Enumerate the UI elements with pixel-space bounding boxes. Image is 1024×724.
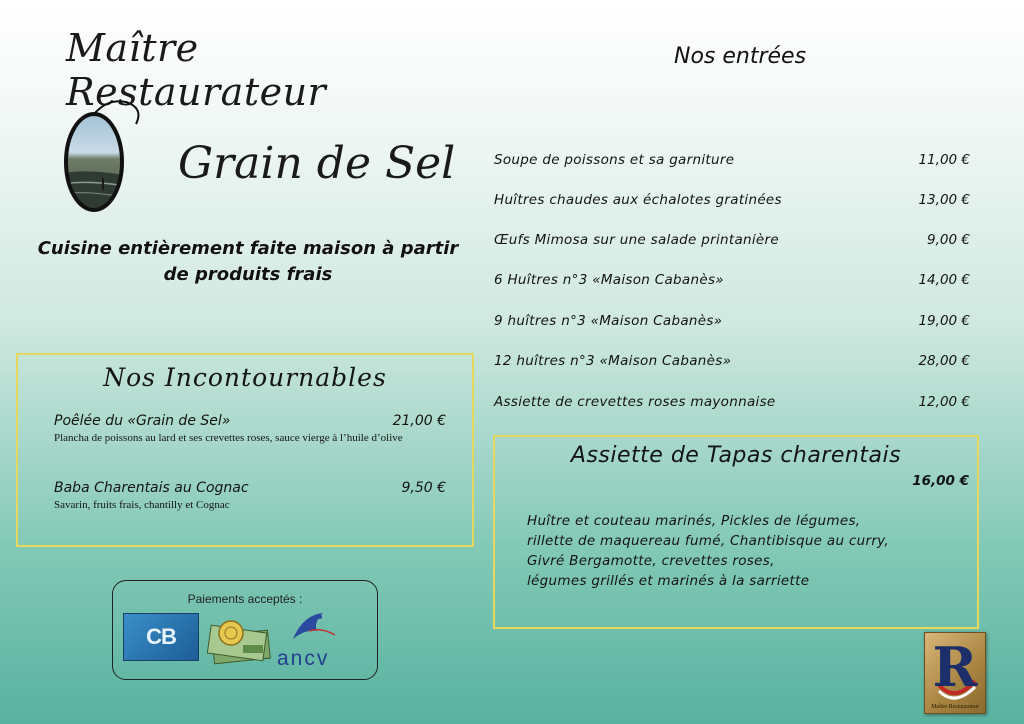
entree-row [494, 272, 970, 292]
ancv-text: ancv [277, 647, 330, 670]
ancv-bird-icon [273, 609, 363, 649]
tagline-line-1: Cuisine entièrement faite maison à partir [37, 238, 459, 259]
entree-price: 28,00 € [918, 353, 970, 369]
emblem-caption: Maître Restaurateur [931, 704, 979, 710]
entree-price: 19,00 € [918, 313, 970, 329]
brand-name: Grain de Sel [178, 138, 456, 189]
tapas-title: Assiette de Tapas charentais [570, 443, 902, 468]
incontournable-price: 9,50 € [401, 480, 446, 496]
header-title: Maître Restaurateur [66, 26, 327, 114]
tapas-box [493, 435, 979, 629]
incontournable-item [54, 413, 454, 444]
incontournable-name: Baba Charentais au Cognac [54, 480, 249, 496]
entree-name: Huîtres chaudes aux échalotes gratinées [494, 192, 782, 208]
incontournable-description: Savarin, fruits frais, chantilly et Cognac [54, 499, 230, 511]
entree-row [494, 394, 970, 414]
payments-box [112, 580, 378, 680]
entree-row [494, 353, 970, 373]
incontournables-box [16, 353, 474, 547]
incontournable-name: Poêlée du «Grain de Sel» [54, 413, 231, 429]
entree-name: Assiette de crevettes roses mayonnaise [494, 394, 776, 410]
maitre-restaurateur-emblem [924, 632, 986, 714]
entree-price: 9,00 € [927, 232, 970, 248]
cheque-logo [207, 615, 273, 665]
entree-name: 6 Huîtres n°3 «Maison Cabanès» [494, 272, 724, 288]
restaurant-logo-icon [48, 94, 148, 224]
ancv-logo [273, 609, 363, 671]
entree-price: 12,00 € [918, 394, 970, 410]
entree-name: Œufs Mimosa sur une salade printanière [494, 232, 779, 248]
incontournable-item [54, 480, 454, 511]
tapas-description-line: Huître et couteau marinés, Pickles de légumes, [527, 513, 861, 529]
entree-price: 13,00 € [918, 192, 970, 208]
payments-label: Paiements acceptés : [187, 592, 303, 606]
entree-price: 11,00 € [918, 152, 970, 168]
emblem-letter: R [932, 635, 978, 699]
tapas-description-line: Givré Bergamotte, crevettes roses, [527, 553, 775, 569]
incontournable-description: Plancha de poissons au lard et ses crevettes roses, sauce vierge à l’huile d’olive [54, 432, 403, 444]
cb-logo-text: CB [146, 624, 176, 649]
entree-row [494, 313, 970, 333]
entree-name: Soupe de poissons et sa garniture [494, 152, 735, 168]
tapas-description-line: rillette de maquereau fumé, Chantibisque au curry, [527, 533, 889, 549]
entree-name: 9 huîtres n°3 «Maison Cabanès» [494, 313, 723, 329]
entree-row [494, 192, 970, 212]
tagline [8, 236, 488, 288]
incontournable-price: 21,00 € [392, 413, 446, 429]
tapas-price: 16,00 € [912, 473, 969, 489]
incontournables-title: Nos Incontournables [103, 363, 387, 392]
tagline-line-2: de produits frais [163, 264, 333, 285]
entree-row [494, 232, 970, 252]
entree-name: 12 huîtres n°3 «Maison Cabanès» [494, 353, 732, 369]
tapas-description-line: légumes grillés et marinés à la sarriette [527, 573, 810, 589]
entrees-title: Nos entrées [674, 44, 807, 69]
entree-price: 14,00 € [918, 272, 970, 288]
entree-row [494, 152, 970, 172]
cb-card-logo [123, 613, 199, 661]
